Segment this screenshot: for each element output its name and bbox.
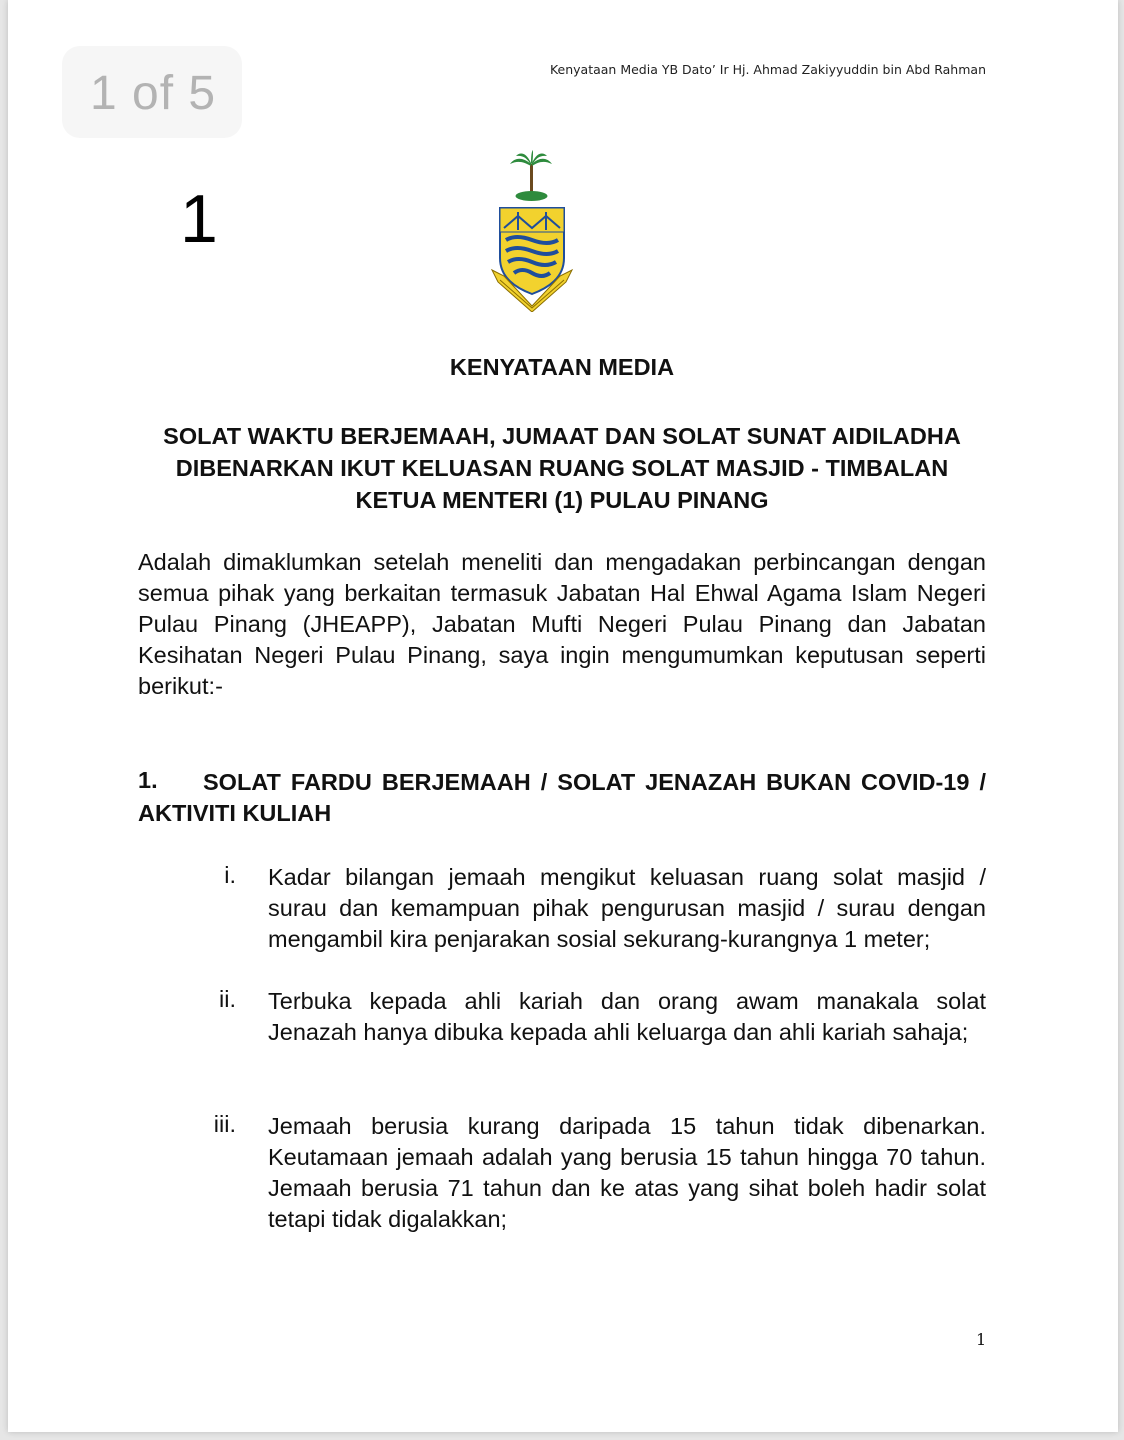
shield-icon xyxy=(500,208,564,294)
list-item: Jemaah berusia kurang daripada 15 tahun tidak dibenarkan. Keutamaan jemaah adalah yang berusia 15 tahun hingga 70 tahun. Jemaah berusia 71 tahun dan ke atas yang sihat boleh hadir solat tetapi tidak digalakkan; xyxy=(268,1113,986,1232)
list-item-label: iii. xyxy=(213,1111,236,1137)
document-header: Kenyataan Media YB Dato’ Ir Hj. Ahmad Zakiyyuddin bin Abd Rahman xyxy=(549,62,986,77)
document-title: KENYATAAN MEDIA xyxy=(449,354,675,380)
page-indicator: 1 of 5 xyxy=(90,67,217,120)
list-item: Terbuka kepada ahli kariah dan orang awam manakala solat Jenazah hanya dibuka kepada ahli keluarga dan ahli kariah sahaja; xyxy=(268,988,986,1045)
intro-paragraph: Adalah dimaklumkan setelah meneliti dan mengadakan perbincangan dengan semua pihak yang berkaitan termasuk Jabatan Hal Ehwal Agama Islam Negeri Pulau Pinang (JHEAPP), Jabatan Mufti Negeri Pulau Pinang dan Jabatan Kesihatan Negeri Pulau Pinang, saya ingin mengumumkan keputusan seperti berikut:- xyxy=(138,549,986,699)
penang-crest-logo xyxy=(490,150,574,312)
section-number: 1. xyxy=(138,767,158,793)
page-overlay-number: 1 xyxy=(180,181,218,257)
page-number: 1 xyxy=(976,1330,987,1349)
document-subtitle: SOLAT WAKTU BERJEMAAH, JUMAAT DAN SOLAT SUNAT AIDILADHA DIBENARKAN IKUT KELUASAN RUANG SOLAT MASJID - TIMBALAN KETUA MENTERI (1) PULAU PINANG xyxy=(163,423,961,513)
palm-tree-icon xyxy=(510,150,552,201)
list-item-label: i. xyxy=(224,862,236,888)
list-item: Kadar bilangan jemaah mengikut keluasan ruang solat masjid / surau dan kemampuan pihak pengurusan masjid / surau dengan mengambil kira penjarakan sosial sekurang-kurangnya 1 meter; xyxy=(268,864,986,952)
section-title: SOLAT FARDU BERJEMAAH / SOLAT JENAZAH BUKAN COVID-19 / AKTIVITI KULIAH xyxy=(138,769,986,826)
list-item-label: ii. xyxy=(219,986,236,1012)
